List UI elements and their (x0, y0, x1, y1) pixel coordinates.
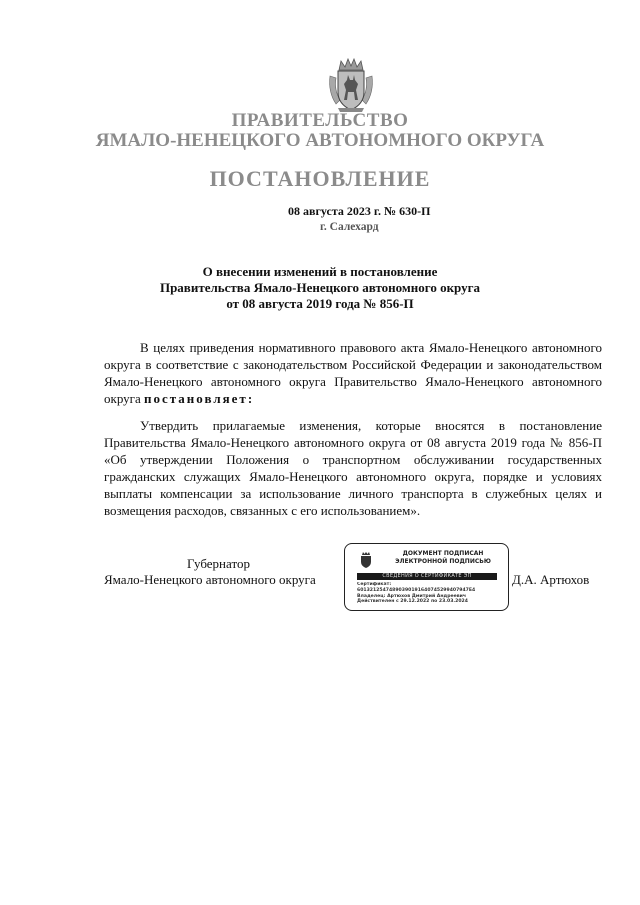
document-subject (0, 264, 640, 312)
document-type: ПОСТАНОВЛЕНИЕ (209, 166, 431, 191)
stamp-cert-number: 60132125474890390191640745299407947E4 (357, 587, 476, 593)
resolution-colon: : (247, 391, 255, 406)
signer-name: Д.А. Артюхов (512, 572, 590, 587)
stamp-validity: Действителен с 29.12.2022 по 23.03.2024 (357, 599, 468, 605)
stamp-certificate-band: СВЕДЕНИЯ О СЕРТИФИКАТЕ ЭП (357, 573, 497, 580)
stamp-certificate-details (357, 582, 505, 605)
stamp-owner: Владелец: Артюхов Дмитрий Андреевич (357, 593, 467, 599)
stamp-cert-label: Сертификат: (357, 582, 392, 587)
body-paragraph-1 (104, 339, 602, 407)
body-paragraph-2 (104, 417, 602, 519)
government-title: ПРАВИТЕЛЬСТВО (231, 110, 409, 131)
stamp-title (379, 550, 507, 566)
paragraph-2-text: Утвердить прилагаемые изменения, которые вносятся в постановление Правительства Ямало-Ненецкого автономного округа от 08 августа 2019 года № 856-П «Об утверждении Положения о транспортном обслуживании государственных гражданских служащих Ямало-Ненецкого автономного округа, порядке и условиях выплаты компенсации за использование личного транспорта в служебных целях и возмещения расходов, связанных с его использованием». (104, 418, 602, 518)
coat-of-arms-emblem (326, 56, 376, 114)
region-title: ЯМАЛО-НЕНЕЦКОГО АВТОНОМНОГО ОКРУГА (95, 130, 545, 151)
subject-line-3: от 08 августа 2019 года № 856-П (226, 296, 414, 311)
resolution-keyword: постановляет (144, 391, 248, 406)
electronic-signature-stamp (344, 543, 509, 611)
document-city: г. Салехард (320, 221, 379, 233)
document-date-number: 08 августа 2023 г. № 630-П (288, 204, 431, 218)
subject-line-2: Правительства Ямало-Ненецкого автономного округа (159, 280, 481, 295)
stamp-title-line-2: ЭЛЕКТРОННОЙ ПОДПИСЬЮ (395, 558, 491, 565)
signatory-title-1: Губернатор (187, 556, 250, 571)
paragraph-1-text: В целях приведения нормативного правового акта Ямало-Ненецкого автономного округа в соответствие с законодательством Российской Федерации и законодательством Ямало-Ненецкого автономного округа Правительство Ямало-Ненецкого автономного округа (104, 340, 602, 406)
stamp-title-line-1: ДОКУМЕНТ ПОДПИСАН (402, 550, 484, 557)
signatory-title-2: Ямало-Ненецкого автономного округа (104, 572, 316, 587)
subject-line-1: О внесении изменений в постановление (202, 264, 438, 279)
stamp-emblem-icon (359, 552, 373, 568)
